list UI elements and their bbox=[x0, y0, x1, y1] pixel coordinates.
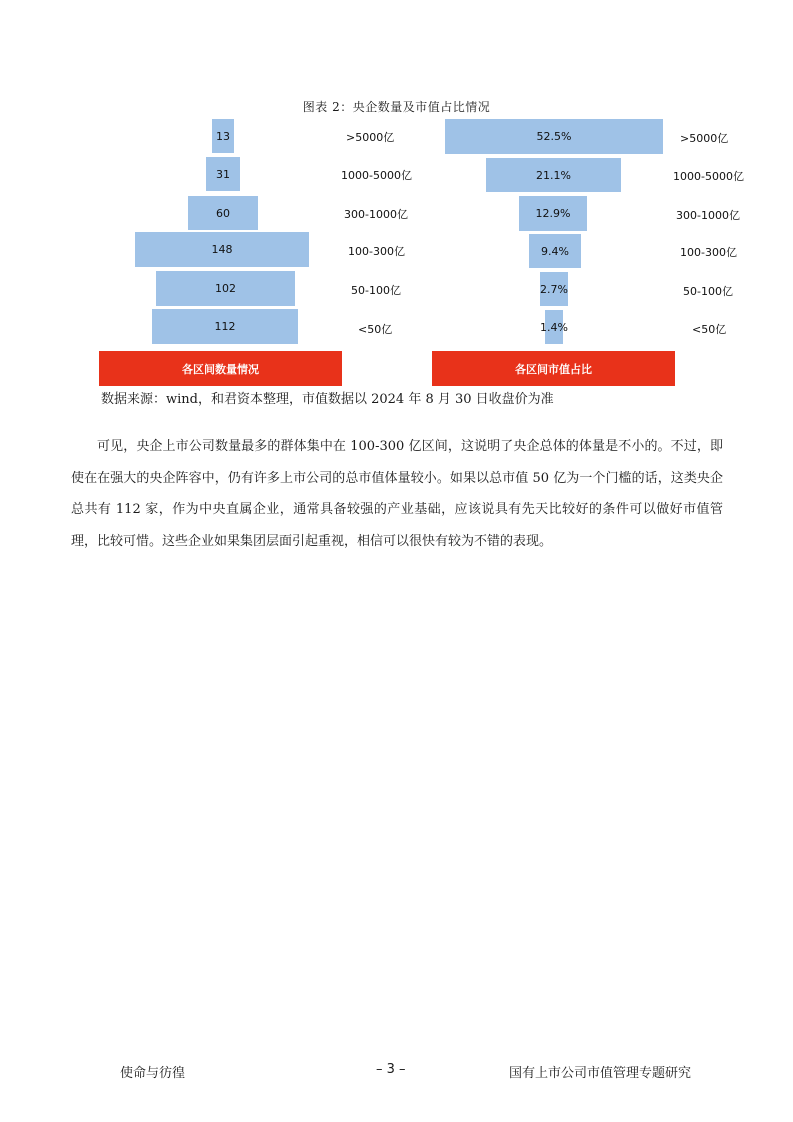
left-range-label: 1000-5000亿 bbox=[341, 169, 412, 182]
left-bar-1: 13 bbox=[212, 119, 234, 153]
paragraph-text: 可见，央企上市公司数量最多的群体集中在 100-300 亿区间，这说明了央企总体的体量是不小的。不过，即使在在强大的央企阵容中，仍有许多上市公司的总市值体量较小。如果以总市值 50 亿为一个门槛的话，这类央企总共有 112 家，作为中央直属企业，通常具备较强的产业基础，应该说具有先天比较好的条件可以做好市值管理，比较可惜。这些企业如果集团层面引起重视，相信可以很快有较为不错的表现。 bbox=[71, 439, 723, 549]
left-bar-4: 148 bbox=[135, 232, 309, 267]
right-range-label: >5000亿 bbox=[680, 132, 729, 145]
footer-left: 使命与彷徨 bbox=[120, 1066, 186, 1081]
right-panel-label: 各区间市值占比 bbox=[432, 351, 675, 386]
left-range-label: 100-300亿 bbox=[348, 245, 405, 258]
right-bar-3: 12.9% bbox=[519, 196, 587, 231]
data-source-note: 数据来源：wind，和君资本整理，市值数据以 2024 年 8 月 30 日收盘价为准 bbox=[101, 392, 554, 407]
figure-caption: 图表 2：央企数量及市值占比情况 bbox=[302, 100, 491, 114]
right-bar-1: 52.5% bbox=[445, 119, 663, 154]
right-bar-5: 2.7% bbox=[540, 272, 568, 306]
right-range-label: 50-100亿 bbox=[683, 285, 733, 298]
right-range-label: 300-1000亿 bbox=[676, 209, 740, 222]
right-range-label: <50亿 bbox=[692, 323, 727, 336]
right-bar-4: 9.4% bbox=[529, 234, 581, 268]
right-range-label: 100-300亿 bbox=[680, 246, 737, 259]
left-range-label: >5000亿 bbox=[346, 131, 395, 144]
right-bar-2: 21.1% bbox=[486, 158, 621, 192]
left-bar-5: 102 bbox=[156, 271, 295, 306]
footer-right: 国有上市公司市值管理专题研究 bbox=[509, 1066, 692, 1081]
left-bar-2: 31 bbox=[206, 157, 240, 191]
left-range-label: 300-1000亿 bbox=[344, 208, 408, 221]
left-bar-3: 60 bbox=[188, 196, 258, 230]
page-number: – 3 – bbox=[376, 1062, 406, 1077]
right-range-label: 1000-5000亿 bbox=[673, 170, 744, 183]
left-range-label: <50亿 bbox=[358, 323, 393, 336]
left-panel-label: 各区间数量情况 bbox=[99, 351, 342, 386]
left-range-label: 50-100亿 bbox=[351, 284, 401, 297]
body-paragraph bbox=[71, 431, 723, 557]
right-bar-6: 1.4% bbox=[545, 310, 563, 344]
left-bar-6: 112 bbox=[152, 309, 298, 344]
